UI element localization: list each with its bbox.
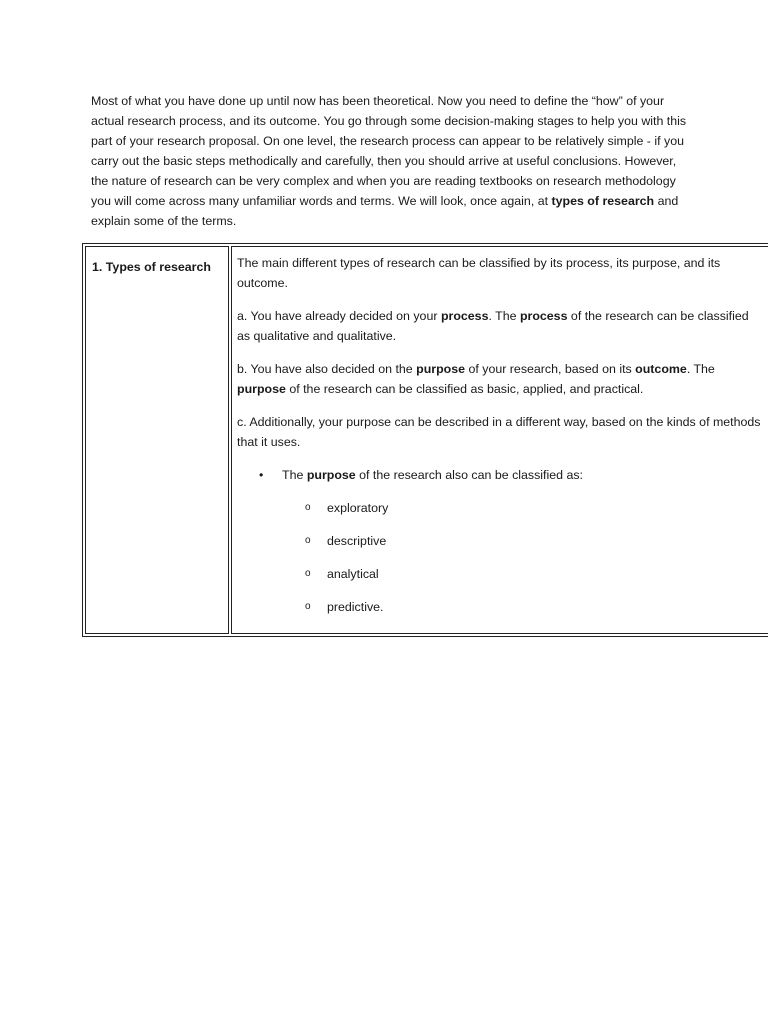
sub-marker: o <box>305 568 311 579</box>
list-item <box>237 498 764 518</box>
sub-item-descriptive: descriptive <box>327 534 387 548</box>
pb-bold-2: outcome <box>635 362 687 376</box>
pa-text-1: a. You have already decided on your <box>237 309 438 323</box>
pb-text-1: b. You have also decided on the <box>237 362 413 376</box>
list-item <box>237 531 764 551</box>
bullet-text-2: of the research also can be classified as: <box>359 468 583 482</box>
bullet-text-1: The <box>282 468 304 482</box>
sub-item-analytical: analytical <box>327 567 379 581</box>
table-content-cell <box>231 246 768 634</box>
paragraph-c: c. Additionally, your purpose can be described in a different way, based on the kinds of methods that it uses. <box>237 415 761 449</box>
paragraph-a <box>237 306 764 346</box>
pa-bold-1: process <box>440 309 489 323</box>
sub-marker: o <box>305 502 311 513</box>
list-item <box>237 564 764 584</box>
pb-text-2: of your research, based on its <box>468 362 632 376</box>
sub-marker: o <box>305 535 311 546</box>
paragraph-b <box>237 359 764 399</box>
paragraph-intro: The main different types of research can be classified by its process, its purpose, and its outcome. <box>237 256 721 290</box>
bullet-bold: purpose <box>306 468 356 482</box>
pa-text-3: of the research can be classified as qualitative and qualitative. <box>237 309 749 343</box>
pa-bold-2: process <box>519 309 568 323</box>
types-table <box>82 243 768 637</box>
table-heading-cell <box>85 246 229 634</box>
table-heading: 1. Types of research <box>92 260 211 274</box>
pb-bold-3: purpose <box>237 382 286 396</box>
bullet-item <box>237 465 764 485</box>
list-item <box>237 597 764 617</box>
sub-item-exploratory: exploratory <box>327 501 389 515</box>
sub-item-predictive: predictive. <box>327 600 384 614</box>
pb-bold-1: purpose <box>416 362 466 376</box>
intro-tail: and explain some of the terms. <box>91 194 679 228</box>
intro-bold-term: types of research <box>551 194 655 208</box>
pb-text-3: . The <box>686 362 715 376</box>
sub-marker: o <box>305 601 311 612</box>
intro-paragraph <box>91 91 691 231</box>
pa-text-2: . The <box>488 309 517 323</box>
bullet-marker: • <box>259 468 264 482</box>
intro-text: Most of what you have done up until now has been theoretical. Now you need to define the “how” of your actual research process, and its outcome. You go through some decision-making stages to help you with this part of your research proposal. On one level, the research process can appear to be relatively simple - if you carry out the basic steps methodically and carefully, then you should arrive at useful conclusions. However, the nature of research can be very complex and when you are reading textbooks on research methodology you will come across many unfamiliar words and terms. We will look, once again, at <box>91 94 687 208</box>
pb-text-4: of the research can be classified as basic, applied, and practical. <box>289 382 644 396</box>
